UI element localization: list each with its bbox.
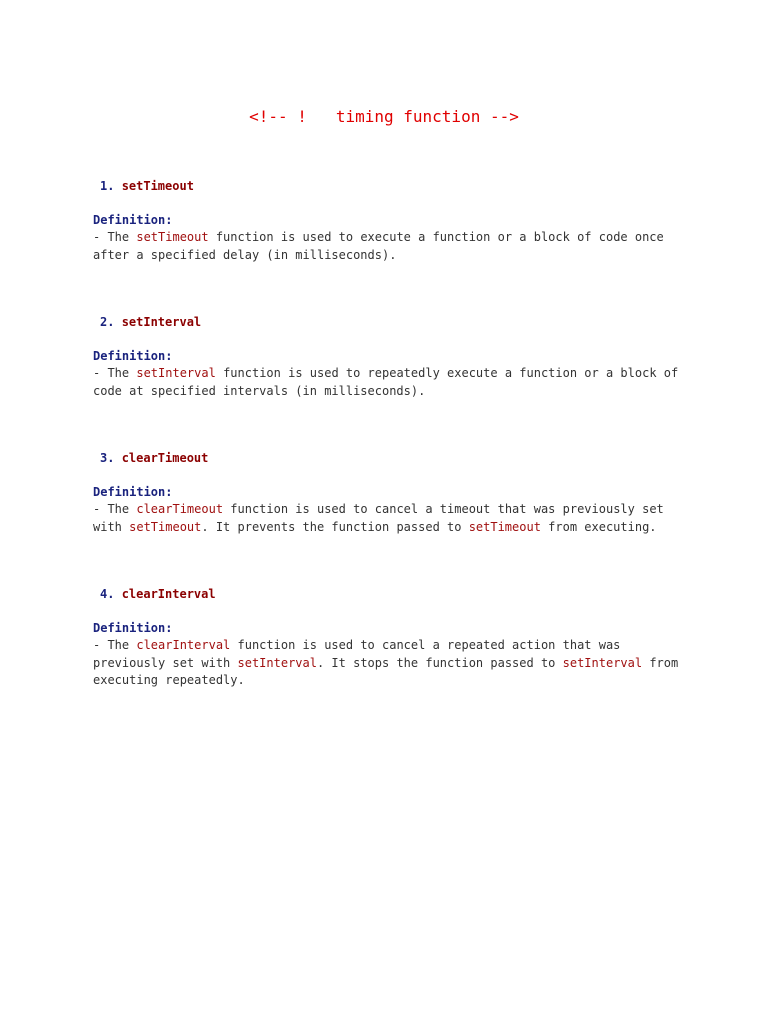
code-term: setTimeout (468, 519, 541, 534)
definition-label: Definition: (93, 621, 173, 635)
section-name: clearTimeout (121, 451, 209, 465)
definition-body: function is used to cancel a timeout that was previously set with (93, 502, 664, 534)
definition-body: from executing. (540, 519, 657, 534)
definition-prefix: - The (93, 638, 137, 652)
section-settimeout (93, 177, 693, 264)
page-title: <!-- ! timing function --> (249, 107, 519, 126)
definition-body: from executing repeatedly. (93, 655, 679, 688)
definition-prefix: - The (93, 366, 137, 380)
section-setinterval (93, 313, 693, 400)
section-heading (100, 313, 693, 331)
definition-prefix: - The (93, 230, 137, 244)
section-number: 2. (100, 315, 115, 329)
definition-body: . It prevents the function passed to (201, 519, 469, 534)
definition-body: function is used to cancel a repeated action that was previously set with (93, 638, 621, 670)
definition-text (93, 229, 693, 264)
section-name: setTimeout (121, 179, 194, 193)
definition-label: Definition: (93, 349, 173, 363)
section-number: 1. (100, 179, 115, 193)
section-clearinterval (93, 585, 693, 690)
definition-text (93, 637, 693, 690)
definition-body: function is used to execute a function or a block of code once after a specified delay (in milliseconds). (93, 230, 664, 262)
definition-text (93, 365, 693, 400)
code-term: setInterval (237, 655, 317, 670)
definition-body: . It stops the function passed to (316, 655, 563, 670)
code-term: setInterval (136, 366, 216, 380)
code-term: setTimeout (129, 519, 202, 534)
section-cleartimeout (93, 449, 693, 536)
definition-text (93, 501, 693, 536)
definition-prefix: - The (93, 502, 137, 516)
code-term: setInterval (562, 655, 643, 670)
definition-label: Definition: (93, 485, 173, 499)
section-heading (100, 177, 693, 195)
section-number: 3. (100, 451, 115, 465)
definition-body: function is used to repeatedly execute a function or a block of code at specified intervals (in milliseconds). (93, 366, 679, 398)
code-term: setTimeout (136, 230, 209, 244)
section-heading (100, 585, 693, 603)
code-term: clearInterval (136, 638, 231, 652)
section-number: 4. (100, 587, 115, 601)
section-name: setInterval (121, 315, 202, 329)
code-term: clearTimeout (136, 502, 224, 516)
definition-label: Definition: (93, 213, 173, 227)
section-name: clearInterval (121, 587, 216, 601)
section-heading (100, 449, 693, 467)
